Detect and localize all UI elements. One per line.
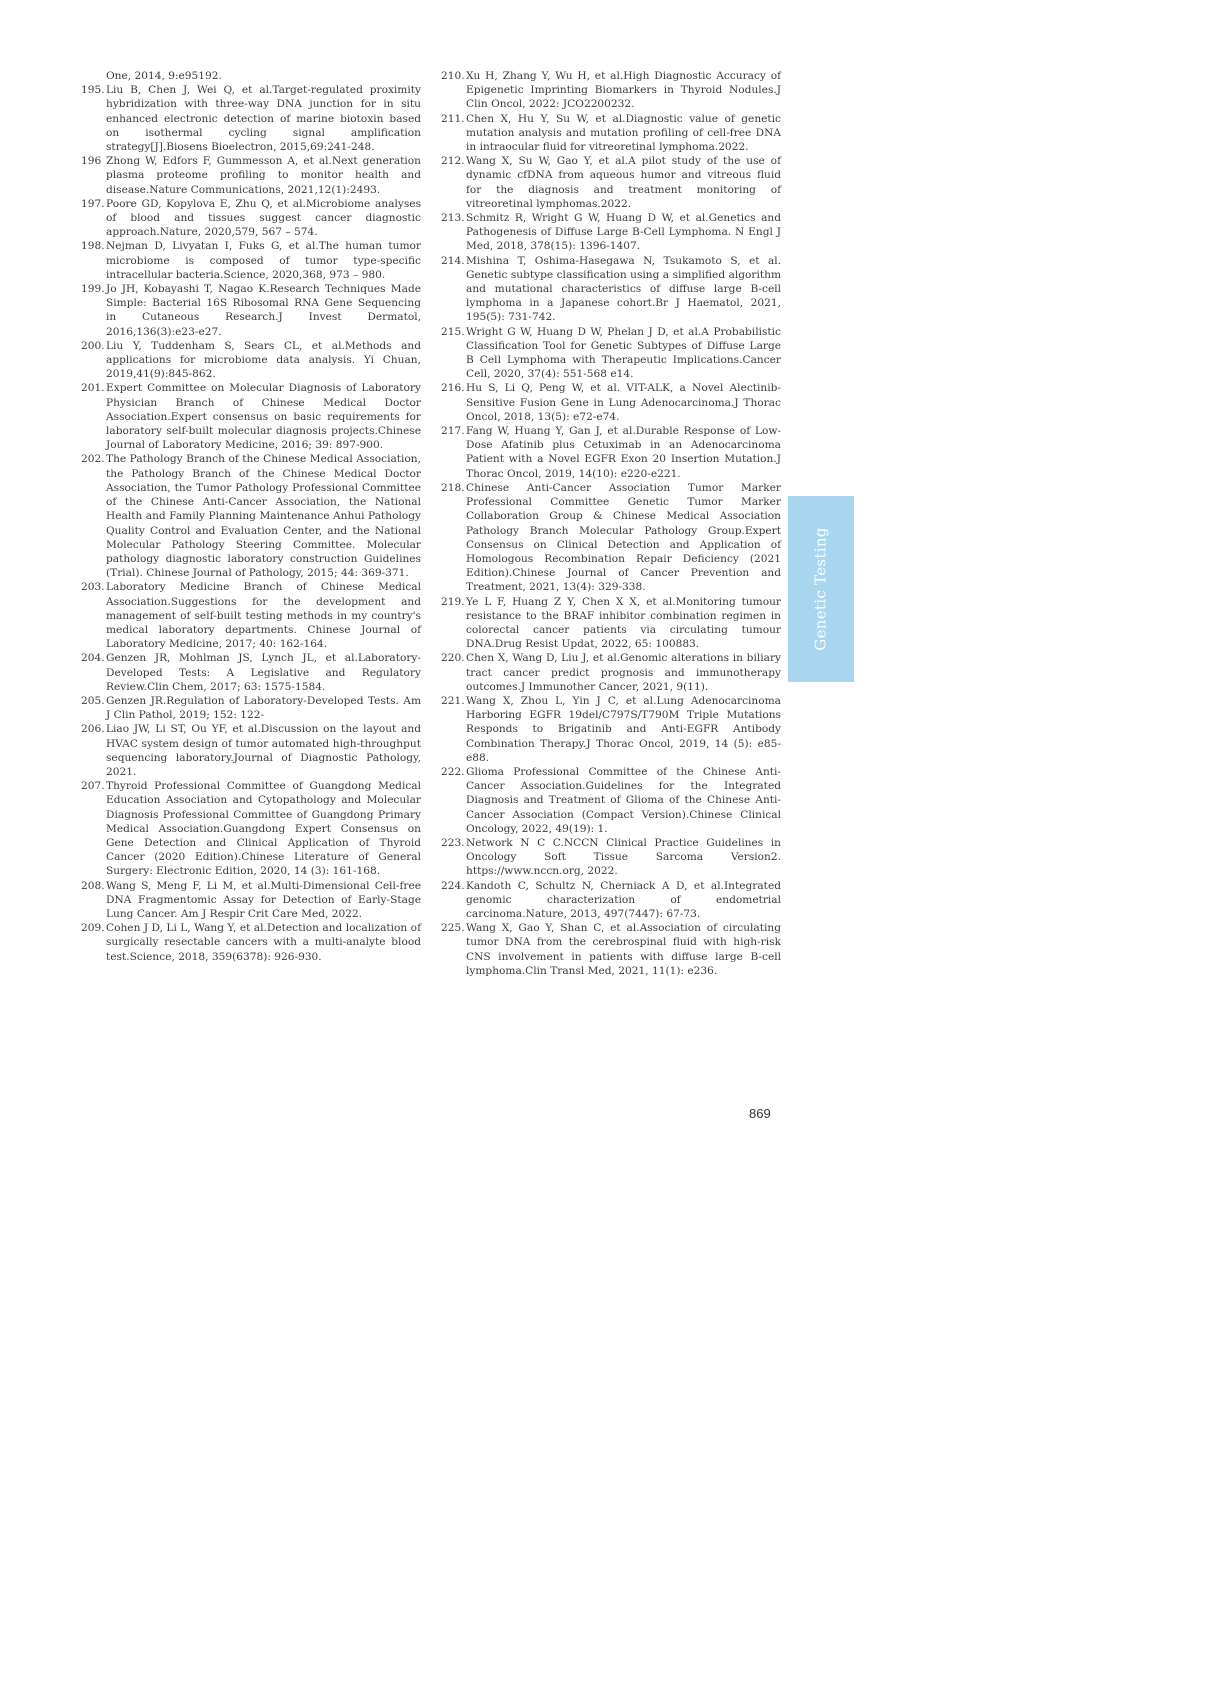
reference-text: Chinese Anti-Cancer Association Tumor Marker Professional Committee Genetic Tumor Marker Collaboration Group & Chinese Medical Association Pathology Branch Molecular Pathology Group.Expert Consensus on Clinical Detection and Application of Homologous Recombination Repair Deficiency (2021 Edition).Chinese Journal of Cancer Prevention and Treatment, 2021, 13(4): 329-338. bbox=[466, 481, 781, 594]
reference-number: 199. bbox=[81, 283, 105, 296]
reference-text: Chen X, Hu Y, Su W, et al.Diagnostic value of genetic mutation analysis and mutation profiling of cell-free DNA in intraocular fluid for vitreoretinal lymphoma.2022. bbox=[466, 112, 781, 154]
reference-text: Thyroid Professional Committee of Guangdong Medical Education Association and Cytopathology and Molecular Diagnosis Professional Committee of Guangdong Primary Medical Association.Guangdong Expert Consensus on Gene Detection and Clinical Application of Thyroid Cancer (2020 Edition).Chinese Literature of General Surgery: Electronic Edition, 2020, 14 (3): 161-168. bbox=[106, 780, 421, 878]
reference-text: Schmitz R, Wright G W, Huang D W, et al.Genetics and Pathogenesis of Diffuse Large B-Cell Lymphoma. N Engl J Med, 2018, 378(15): 1396-1407. bbox=[466, 212, 781, 253]
reference-item bbox=[441, 921, 781, 978]
reference-item bbox=[441, 836, 781, 879]
reference-text: Genzen JR.Regulation of Laboratory-Developed Tests. Am J Clin Pathol, 2019; 152: 122- bbox=[106, 694, 421, 722]
reference-column-right bbox=[441, 69, 781, 978]
reference-text: Wang S, Meng F, Li M, et al.Multi-Dimensional Cell-free DNA Fragmentomic Assay for Detection of Early-Stage Lung Cancer. Am J Respir Crit Care Med, 2022. bbox=[106, 879, 421, 920]
reference-text: Ye L F, Huang Z Y, Chen X X, et al.Monitoring tumour resistance to the BRAF inhibitor combination regimen in colorectal cancer patients via circulating tumour DNA.Drug Resist Updat, 2022, 65: 100883. bbox=[466, 595, 781, 651]
reference-item bbox=[81, 197, 421, 240]
reference-item bbox=[441, 481, 781, 595]
reference-number: 196 bbox=[81, 155, 102, 168]
reference-text: Jo JH, Kobayashi T, Nagao K.Research Techniques Made Simple: Bacterial 16S Ribosomal RNA Gene Sequencing in Cutaneous Research.J Invest Dermatol, 2016,136(3):e23-e27. bbox=[106, 283, 421, 338]
reference-number: 215. bbox=[441, 325, 465, 338]
reference-number: 209. bbox=[81, 922, 105, 935]
reference-item bbox=[441, 112, 781, 155]
reference-item bbox=[441, 381, 781, 424]
reference-text: Fang W, Huang Y, Gan J, et al.Durable Response of Low-Dose Afatinib plus Cetuximab in an Adenocarcinoma Patient with a Novel EGFR Exon 20 Insertion Mutation.J Thorac Oncol, 2019, 14(10): e220-e221. bbox=[466, 425, 781, 480]
reference-number: 221. bbox=[441, 694, 465, 707]
reference-item bbox=[81, 694, 421, 722]
reference-item bbox=[441, 595, 781, 652]
reference-number: 211. bbox=[441, 112, 465, 125]
reference-continuation: One, 2014, 9:e95192. bbox=[106, 70, 222, 82]
reference-text: Xu H, Zhang Y, Wu H, et al.High Diagnostic Accuracy of Epigenetic Imprinting Biomarkers in Thyroid Nodules.J Clin Oncol, 2022: JCO2200232. bbox=[466, 70, 781, 111]
reference-item bbox=[81, 83, 421, 154]
reference-text: The Pathology Branch of the Chinese Medical Association, the Pathology Branch of the Chinese Medical Doctor Association, the Tumor Pathology Professional Committee of the Chinese Anti-Cancer Association, the National Health and Family Planning Maintenance Anhui Pathology Quality Control and Evaluation Center, and the National Molecular Pathology Steering Committee. Molecular pathology diagnostic laboratory construction Guidelines (Trial). Chinese Journal of Pathology, 2015; 44: 369-371. bbox=[106, 453, 421, 580]
reference-text: Wang X, Su W, Gao Y, et al.A pilot study of the use of dynamic cfDNA from aqueous humor and vitreous fluid for the diagnosis and treatment monitoring of vitreoretinal lymphomas.2022. bbox=[466, 155, 781, 210]
reference-text: Chen X, Wang D, Liu J, et al.Genomic alterations in biliary tract cancer predict prognosis and immunotherapy outcomes.J Immunother Cancer, 2021, 9(11). bbox=[466, 652, 781, 693]
reference-number: 195. bbox=[81, 84, 105, 97]
reference-item bbox=[441, 765, 781, 836]
reference-number: 210. bbox=[441, 70, 465, 82]
reference-item bbox=[441, 69, 781, 112]
reference-number: 217. bbox=[441, 425, 465, 438]
section-side-tab-label: Genetic Testing bbox=[812, 527, 830, 651]
reference-text: Expert Committee on Molecular Diagnosis of Laboratory Physician Branch of Chinese Medical Doctor Association.Expert consensus on basic requirements for laboratory self-built molecular diagnosis projects.Chinese Journal of Laboratory Medicine, 2016; 39: 897-900. bbox=[106, 382, 421, 452]
reference-number: 222. bbox=[441, 765, 465, 778]
reference-item bbox=[81, 452, 421, 580]
reference-number: 225. bbox=[441, 922, 465, 935]
reference-item bbox=[81, 722, 421, 779]
reference-number: 202. bbox=[81, 453, 105, 466]
reference-text: Wang X, Zhou L, Yin J C, et al.Lung Adenocarcinoma Harboring EGFR 19del/C797S/T790M Triple Mutations Responds to Brigatinib and Anti-EGFR Antibody Combination Therapy.J Thorac Oncol, 2019, 14 (5): e85-e88. bbox=[466, 694, 781, 764]
reference-item bbox=[441, 154, 781, 211]
reference-number: 204. bbox=[81, 652, 105, 665]
reference-text: Liu B, Chen J, Wei Q, et al.Target-regulated proximity hybridization with three-way DNA junction for in situ enhanced electronic detection of marine biotoxin based on isothermal cycling signal amplification strategy[J].Biosens Bioelectron, 2015,69:241-248. bbox=[106, 84, 421, 154]
reference-item bbox=[441, 325, 781, 382]
reference-number: 198. bbox=[81, 240, 105, 253]
reference-text: Zhong W, Edfors F, Gummesson A, et al.Next generation plasma proteome profiling to monitor health and disease.Nature Communications, 2021,12(1):2493. bbox=[106, 155, 421, 196]
reference-number: 208. bbox=[81, 879, 105, 892]
reference-text: Genzen JR, Mohlman JS, Lynch JL, et al.Laboratory-Developed Tests: A Legislative and Regulatory Review.Clin Chem, 2017; 63: 1575-1584. bbox=[106, 652, 421, 693]
reference-number: 201. bbox=[81, 382, 105, 395]
reference-text: Liu Y, Tuddenham S, Sears CL, et al.Methods and applications for microbiome data analysis. Yi Chuan, 2019,41(9):845-862. bbox=[106, 339, 421, 381]
reference-number: 205. bbox=[81, 694, 105, 707]
reference-number: 206. bbox=[81, 723, 105, 736]
reference-item bbox=[441, 211, 781, 254]
reference-item bbox=[81, 282, 421, 339]
reference-text: Network N C C.NCCN Clinical Practice Guidelines in Oncology Soft Tissue Sarcoma Version2. https://www.nccn.org, 2022. bbox=[466, 836, 781, 878]
reference-text: Laboratory Medicine Branch of Chinese Medical Association.Suggestions for the development and management of self-built testing methods in my country's medical laboratory departments. Chinese Journal of Laboratory Medicine, 2017; 40: 162-164. bbox=[106, 581, 421, 651]
page-number: 869 bbox=[749, 1106, 771, 1121]
reference-item bbox=[441, 424, 781, 481]
reference-item bbox=[81, 879, 421, 922]
reference-item bbox=[81, 651, 421, 694]
reference-number: 223. bbox=[441, 836, 465, 849]
reference-text: Kandoth C, Schultz N, Cherniack A D, et al.Integrated genomic characterization of endometrial carcinoma.Nature, 2013, 497(7447): 67-73. bbox=[466, 879, 781, 920]
reference-text: Glioma Professional Committee of the Chinese Anti-Cancer Association.Guidelines for the Integrated Diagnosis and Treatment of Glioma of the Chinese Anti-Cancer Association (Compact Version).Chinese Clinical Oncology, 2022, 49(19): 1. bbox=[466, 765, 781, 835]
section-side-tab bbox=[788, 496, 854, 682]
reference-text: Liao JW, Li ST, Ou YF, et al.Discussion on the layout and HVAC system design of tumor automated high-throughput sequencing laboratory.Journal of Diagnostic Pathology, 2021. bbox=[106, 723, 421, 778]
reference-item bbox=[441, 694, 781, 765]
reference-number: 200. bbox=[81, 339, 105, 352]
reference-item bbox=[81, 779, 421, 878]
reference-column-left bbox=[81, 69, 421, 964]
reference-text: Hu S, Li Q, Peng W, et al. VIT-ALK, a Novel Alectinib-Sensitive Fusion Gene in Lung Adenocarcinoma.J Thorac Oncol, 2018, 13(5): e72-e74. bbox=[466, 382, 781, 423]
reference-item bbox=[81, 239, 421, 282]
reference-number: 219. bbox=[441, 595, 465, 608]
reference-number: 218. bbox=[441, 481, 465, 494]
reference-text: Poore GD, Kopylova E, Zhu Q, et al.Microbiome analyses of blood and tissues suggest cancer diagnostic approach.Nature, 2020,579, 567 – 574. bbox=[106, 197, 421, 239]
reference-item bbox=[441, 879, 781, 922]
reference-number: 220. bbox=[441, 652, 465, 665]
reference-item bbox=[81, 339, 421, 382]
reference-number: 207. bbox=[81, 780, 105, 793]
reference-number: 212. bbox=[441, 155, 465, 168]
reference-number: 214. bbox=[441, 254, 465, 267]
reference-item bbox=[81, 381, 421, 452]
reference-item bbox=[81, 154, 421, 197]
reference-text: Cohen J D, Li L, Wang Y, et al.Detection and localization of surgically resectable cancers with a multi-analyte blood test.Science, 2018, 359(6378): 926-930. bbox=[106, 922, 421, 963]
reference-item bbox=[81, 580, 421, 651]
reference-text: Wang X, Gao Y, Shan C, et al.Association of circulating tumor DNA from the cerebrospinal fluid with high-risk CNS involvement in patients with diffuse large B-cell lymphoma.Clin Transl Med, 2021, 11(1): e236. bbox=[466, 922, 781, 977]
reference-text: Nejman D, Livyatan I, Fuks G, et al.The human tumor microbiome is composed of tumor type-specific intracellular bacteria.Science, 2020,368, 973 – 980. bbox=[106, 240, 421, 281]
reference-number: 203. bbox=[81, 581, 105, 594]
reference-number: 197. bbox=[81, 197, 105, 210]
reference-item bbox=[441, 651, 781, 694]
reference-number: 216. bbox=[441, 382, 465, 395]
reference-text: Mishina T, Oshima-Hasegawa N, Tsukamoto S, et al. Genetic subtype classification using a simplified algorithm and mutational characteristics of diffuse large B-cell lymphoma in a Japanese cohort.Br J Haematol, 2021, 195(5): 731-742. bbox=[466, 254, 781, 324]
reference-item bbox=[81, 921, 421, 964]
reference-number: 213. bbox=[441, 212, 465, 225]
reference-item bbox=[441, 254, 781, 325]
reference-text: Wright G W, Huang D W, Phelan J D, et al.A Probabilistic Classification Tool for Genetic Subtypes of Diffuse Large B Cell Lymphoma with Therapeutic Implications.Cancer Cell, 2020, 37(4): 551-568 e14. bbox=[466, 325, 781, 381]
reference-number: 224. bbox=[441, 879, 465, 892]
